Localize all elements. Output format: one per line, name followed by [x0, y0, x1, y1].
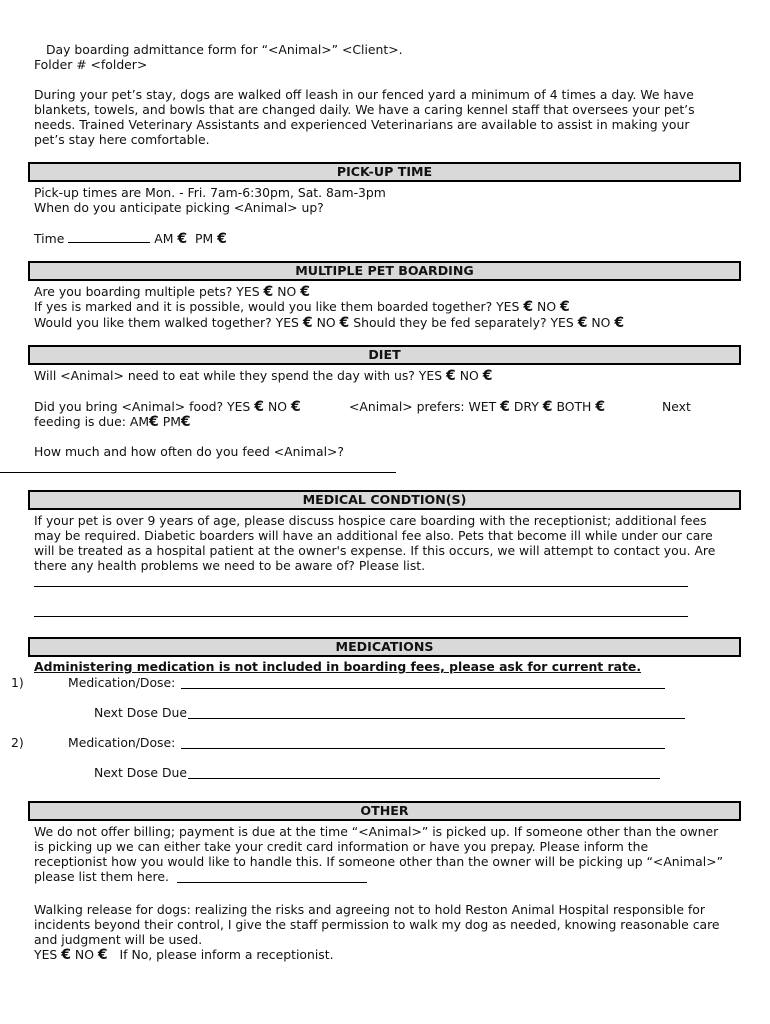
walking-line-1: Walking release for dogs: realizing the risks and agreeing not to hold Reston Animal Hospital responsible for [34, 902, 705, 917]
yes-label: YES [34, 947, 58, 962]
next-dose-1-label: Next Dose Due [94, 705, 187, 720]
intro-line-1: During your pet’s stay, dogs are walked off leash in our fenced yard a minimum of 4 times a day. We have [34, 87, 694, 102]
time-label: Time [34, 231, 65, 246]
if-no-text: If No, please inform a receptionist. [119, 947, 334, 962]
both-label: BOTH [556, 399, 592, 414]
diet-q2-text: Did you bring <Animal> food? YES [34, 399, 251, 414]
medical-line-1: If your pet is over 9 years of age, please discuss hospice care boarding with the receptionist; additional fees [34, 513, 707, 528]
medication-2-label: Medication/Dose: [68, 735, 176, 750]
section-heading-diet: DIET [28, 345, 741, 365]
eat-no-checkbox[interactable]: € [482, 368, 493, 384]
multi-question-2 [34, 299, 570, 315]
medical-line-3: will be treated as a hospital patient at the owner's expense. If this occurs, we will attempt to contact you. Are [34, 543, 716, 558]
pickup-question: When do you anticipate picking <Animal> up? [34, 200, 324, 215]
multi-q2-no-checkbox[interactable]: € [560, 299, 570, 315]
next-label: Next [662, 399, 691, 414]
multi-q1-text: Are you boarding multiple pets? YES [34, 284, 260, 299]
medication-1-number: 1) [11, 675, 24, 690]
medical-line-4: there any health problems we need to be aware of? Please list. [34, 558, 426, 573]
folder-number: Folder # <folder> [34, 57, 148, 72]
no-label: NO [316, 315, 336, 330]
section-heading-multiple: MULTIPLE PET BOARDING [28, 261, 741, 281]
intro-line-3: needs. Trained Veterinary Assistants and experienced Veterinarians are available to assist in making your [34, 117, 690, 132]
next-dose-2-input-line[interactable] [188, 778, 660, 779]
walking-consent-row [34, 947, 334, 963]
multi-q1-no-checkbox[interactable]: € [300, 284, 310, 300]
prefers-text: <Animal> prefers: WET [349, 399, 497, 414]
dry-label: DRY [513, 399, 539, 414]
dry-checkbox[interactable]: € [542, 399, 553, 415]
multi-q3b-text: Should they be fed separately? YES [353, 315, 574, 330]
both-checkbox[interactable]: € [595, 399, 606, 415]
eat-yes-checkbox[interactable]: € [446, 368, 456, 384]
feeding-due [34, 414, 191, 430]
feed-yes-checkbox[interactable]: € [577, 315, 588, 331]
medication-2-input-line[interactable] [181, 748, 665, 749]
no-label: NO [537, 299, 557, 314]
form-title: Day boarding admittance form for “<Animal>” <Client>. [46, 42, 403, 57]
food-no-checkbox[interactable]: € [290, 399, 301, 415]
multi-q2-yes-checkbox[interactable]: € [523, 299, 534, 315]
section-heading-medications: MEDICATIONS [28, 637, 741, 657]
walking-line-3: and judgment will be used. [34, 932, 203, 947]
no-label: NO [277, 284, 297, 299]
pm-label: PM [162, 414, 181, 429]
food-yes-checkbox[interactable]: € [254, 399, 265, 415]
feeding-am-checkbox[interactable]: € [149, 414, 159, 430]
walking-no-checkbox[interactable]: € [97, 947, 108, 963]
feeding-answer-line[interactable] [0, 472, 396, 473]
diet-question-1 [34, 368, 492, 384]
next-dose-1-input-line[interactable] [188, 718, 685, 719]
pickup-time-row [34, 231, 227, 247]
medical-answer-line-1[interactable] [34, 586, 688, 587]
walking-line-2: incidents beyond their control, I give the staff permission to walk my dog as needed, knowing reasonable care [34, 917, 720, 932]
medication-1-input-line[interactable] [181, 688, 665, 689]
pickup-hours: Pick-up times are Mon. - Fri. 7am-6:30pm, Sat. 8am-3pm [34, 185, 386, 200]
am-checkbox[interactable]: € [177, 231, 188, 247]
no-label: NO [459, 368, 479, 383]
time-input-line[interactable] [68, 232, 150, 243]
am-label: AM [154, 231, 174, 246]
pm-label: PM [195, 231, 214, 246]
multi-question-3 [34, 315, 624, 331]
intro-line-4: pet’s stay here comfortable. [34, 132, 210, 147]
medical-line-2: may be required. Diabetic boarders will have an additional fee also. Pets that become ill while under our care [34, 528, 713, 543]
multi-q3a-text: Would you like them walked together? YES [34, 315, 299, 330]
medication-2-number: 2) [11, 735, 24, 750]
wet-checkbox[interactable]: € [500, 399, 510, 415]
next-dose-2-label: Next Dose Due [94, 765, 187, 780]
other-line-1: We do not offer billing; payment is due at the time “<Animal>” is picked up. If someone other than the owner [34, 824, 719, 839]
section-heading-medical: MEDICAL CONDTION(S) [28, 490, 741, 510]
feeding-text: feeding is due: AM [34, 414, 150, 429]
no-label: NO [591, 315, 611, 330]
pickup-person-input-line[interactable] [177, 882, 367, 883]
other-line-4: please list them here. [34, 869, 169, 884]
diet-question-2 [34, 399, 301, 415]
section-heading-pickup: PICK-UP TIME [28, 162, 741, 182]
feed-no-checkbox[interactable]: € [614, 315, 625, 331]
intro-line-2: blankets, towels, and bowls that are changed daily. We have a caring kennel staff that oversees your pet’s [34, 102, 695, 117]
walk-no-checkbox[interactable]: € [339, 315, 350, 331]
section-heading-other: OTHER [28, 801, 741, 821]
other-line-2: is picking up we can either take your credit card information or have you prepay. Please inform the [34, 839, 649, 854]
multi-q1-yes-checkbox[interactable]: € [263, 284, 274, 300]
feeding-amount-question: How much and how often do you feed <Animal>? [34, 444, 344, 459]
walk-yes-checkbox[interactable]: € [302, 315, 313, 331]
diet-q1-text: Will <Animal> need to eat while they spend the day with us? YES [34, 368, 443, 383]
medication-fee-notice: Administering medication is not included in boarding fees, please ask for current rate. [34, 659, 642, 674]
walking-yes-checkbox[interactable]: € [61, 947, 71, 963]
multi-q2-text: If yes is marked and it is possible, would you like them boarded together? YES [34, 299, 520, 314]
medication-1-label: Medication/Dose: [68, 675, 176, 690]
feeding-pm-checkbox[interactable]: € [180, 414, 191, 430]
no-label: NO [267, 399, 287, 414]
no-label: NO [74, 947, 94, 962]
pm-checkbox[interactable]: € [217, 231, 227, 247]
multi-question-1 [34, 284, 310, 300]
medical-answer-line-2[interactable] [34, 616, 688, 617]
other-line-3: receptionist how you would like to handle this. If someone other than the owner will be picking up “<Animal>” [34, 854, 723, 869]
diet-prefers [349, 399, 605, 415]
